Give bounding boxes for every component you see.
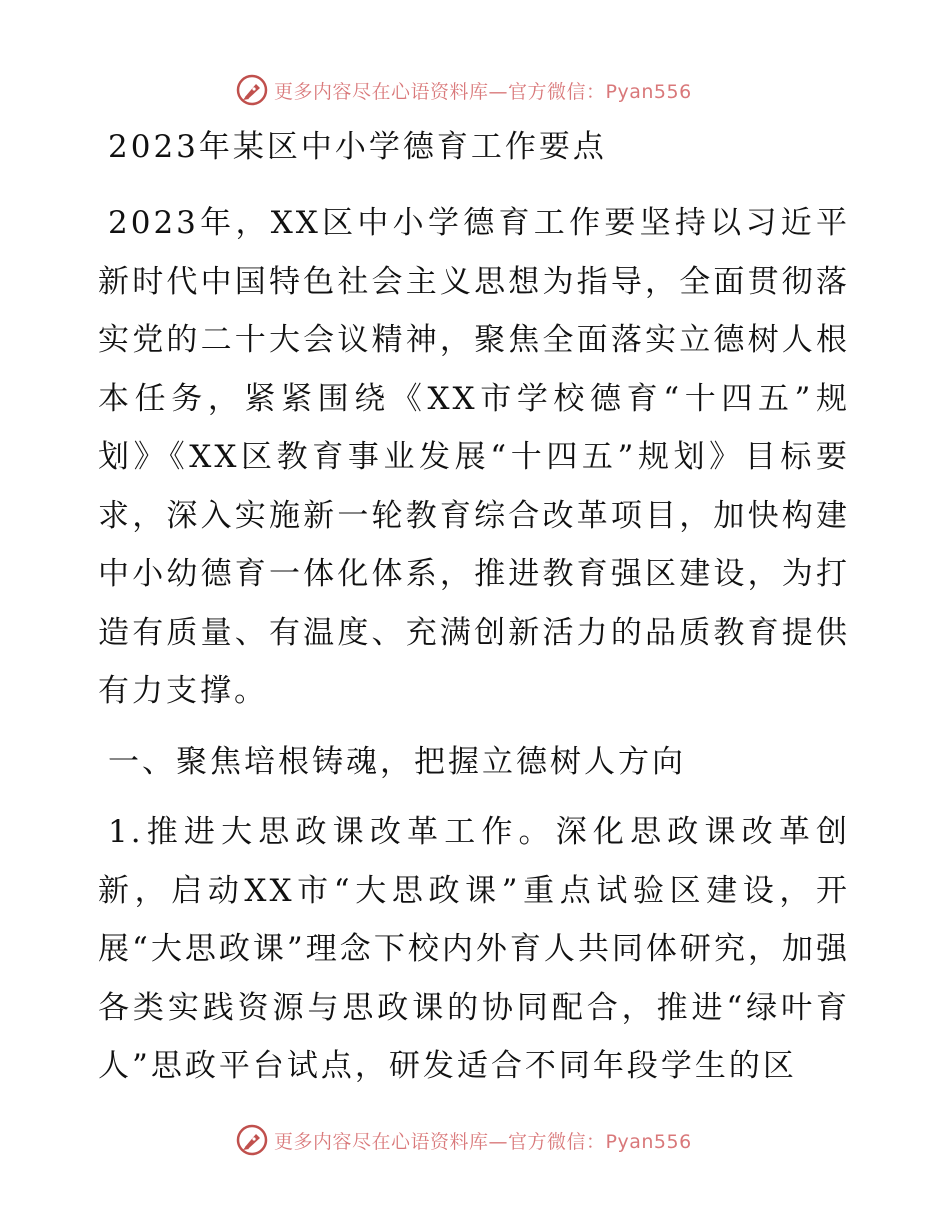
watermark-text: 更多内容尽在心语资料库—官方微信：Pyan556 [274, 80, 692, 103]
document-body [98, 118, 850, 1096]
watermark-text: 更多内容尽在心语资料库—官方微信：Pyan556 [274, 1130, 692, 1153]
section-1-heading: 一、聚焦培根铸魂，把握立德树人方向 [108, 743, 686, 780]
pen-nib-logo-icon [236, 1124, 268, 1156]
document-title: 2023年某区中小学德育工作要点 [108, 129, 607, 165]
pen-nib-logo-icon [236, 74, 268, 106]
intro-paragraph: 2023年，XX区中小学德育工作要坚持以习近平新时代中国特色社会主义思想为指导，全面贯彻落实党的二十大会议精神，聚焦全面落实立德树人根本任务，紧紧围绕《XX市学校德育“十四五”规划》《XX区教育事业发展“十四五”规划》目标要求，深入实施新一轮教育综合改革项目，加快构建中小幼德育一体化体系，推进教育强区建设，为打造有质量、有温度、充满创新活力的品质教育提供有力支撑。 [98, 205, 850, 709]
watermark-header [236, 72, 692, 108]
item-1-paragraph: 1.推进大思政课改革工作。深化思政课改革创新，启动XX市“大思政课”重点试验区建设，开展“大思政课”理念下校内外育人共同体研究，加强各类实践资源与思政课的协同配合，推进“绿叶育人”思政平台试点，研发适合不同年段学生的区 [98, 814, 850, 1084]
watermark-wechat-id: Pyan556 [605, 1130, 692, 1153]
watermark-footer [236, 1122, 692, 1158]
watermark-wechat-id: Pyan556 [605, 80, 692, 103]
